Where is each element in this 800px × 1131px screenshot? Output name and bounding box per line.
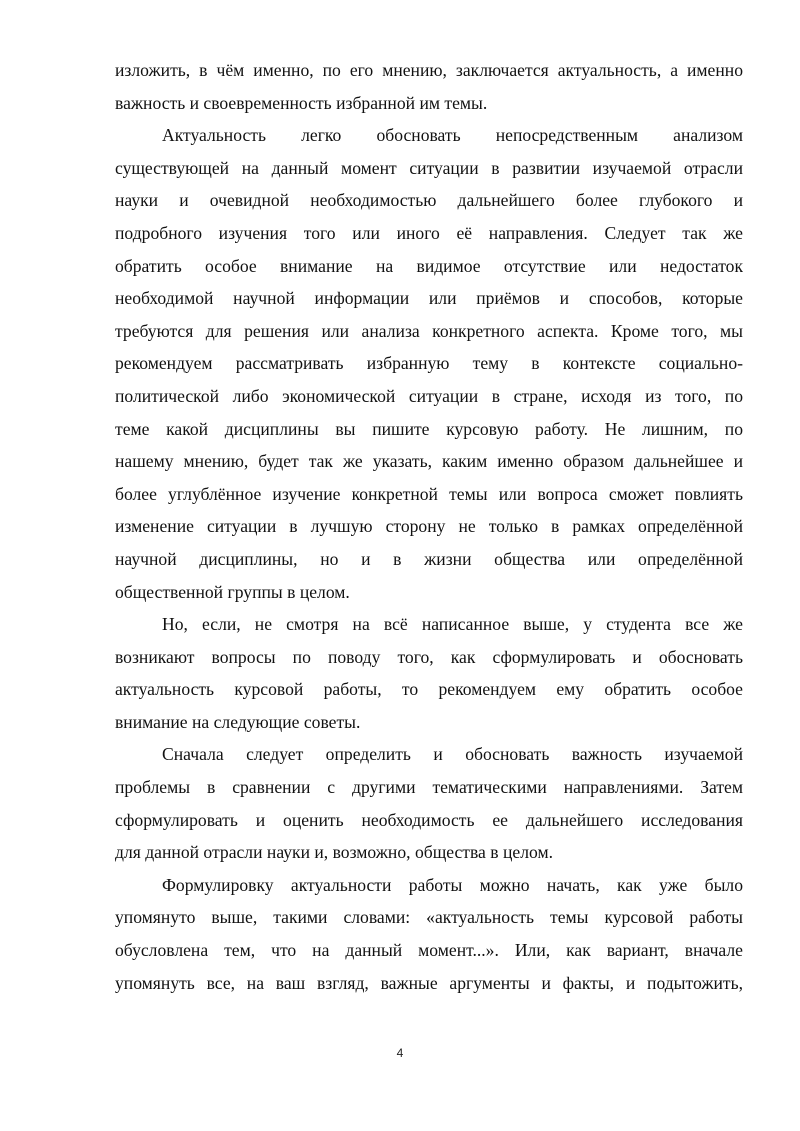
- text-line: проблемы в сравнении с другими тематическими направлениями. Затем: [115, 777, 743, 798]
- text-line: более углублённое изучение конкретной темы или вопроса сможет повлиять: [115, 483, 743, 504]
- text-line: обусловлена тем, что на данный момент...». Или, как вариант, вначале: [115, 940, 743, 961]
- text-line: Актуальность легко обосновать непосредственным анализом: [162, 125, 743, 146]
- text-line: важность и своевременность избранной им темы.: [115, 92, 488, 113]
- text-line: изложить, в чём именно, по его мнению, заключается актуальность, а именно: [115, 60, 743, 80]
- text-line: изменение ситуации в лучшую сторону не только в рамках определённой: [115, 516, 743, 537]
- text-line: общественной группы в целом.: [115, 581, 350, 602]
- text-line: подробного изучения того или иного её направления. Следует так же: [115, 222, 743, 243]
- text-line: нашему мнению, будет так же указать, каким именно образом дальнейшее и: [115, 451, 743, 472]
- text-line: Сначала следует определить и обосновать важность изучаемой: [162, 744, 743, 765]
- text-line: рекомендуем рассматривать избранную тему в контексте социально-: [115, 353, 743, 374]
- paragraph: [115, 608, 743, 738]
- paragraph: [115, 869, 743, 999]
- text-line: упомянуть все, на ваш взгляд, важные аргументы и факты, и подытожить,: [115, 972, 743, 993]
- text-line: возникают вопросы по поводу того, как сформулировать и обосновать: [115, 646, 743, 667]
- paragraph: [115, 119, 743, 608]
- text-line: необходимой научной информации или приёмов и способов, которые: [115, 288, 743, 309]
- paragraph: [115, 738, 743, 868]
- text-line: требуются для решения или анализа конкретного аспекта. Кроме того, мы: [115, 320, 743, 341]
- text-line: обратить особое внимание на видимое отсутствие или недостаток: [115, 255, 743, 276]
- text-line: упомянуто выше, такими словами: «актуальность темы курсовой работы: [115, 907, 743, 928]
- text-line: теме какой дисциплины вы пишите курсовую работу. Не лишним, по: [115, 418, 743, 439]
- page-number: 4: [396, 1046, 404, 1060]
- paragraph: [115, 54, 743, 119]
- text-line: для данной отрасли науки и, возможно, общества в целом.: [115, 842, 553, 863]
- text-line: научной дисциплины, но и в жизни общества или определённой: [115, 548, 743, 569]
- text-line: науки и очевидной необходимостью дальнейшего более глубокого и: [115, 190, 743, 211]
- page-body: [115, 54, 743, 999]
- text-line: сформулировать и оценить необходимость ее дальнейшего исследования: [115, 809, 743, 830]
- text-line: Формулировку актуальности работы можно начать, как уже было: [162, 874, 743, 895]
- text-line: существующей на данный момент ситуации в развитии изучаемой отрасли: [115, 157, 743, 178]
- text-line: внимание на следующие советы.: [115, 711, 361, 732]
- text-line: Но, если, не смотря на всё написанное выше, у студента все же: [162, 614, 743, 635]
- text-line: актуальность курсовой работы, то рекомендуем ему обратить особое: [115, 679, 743, 700]
- text-line: политической либо экономической ситуации в стране, исходя из того, по: [115, 385, 743, 406]
